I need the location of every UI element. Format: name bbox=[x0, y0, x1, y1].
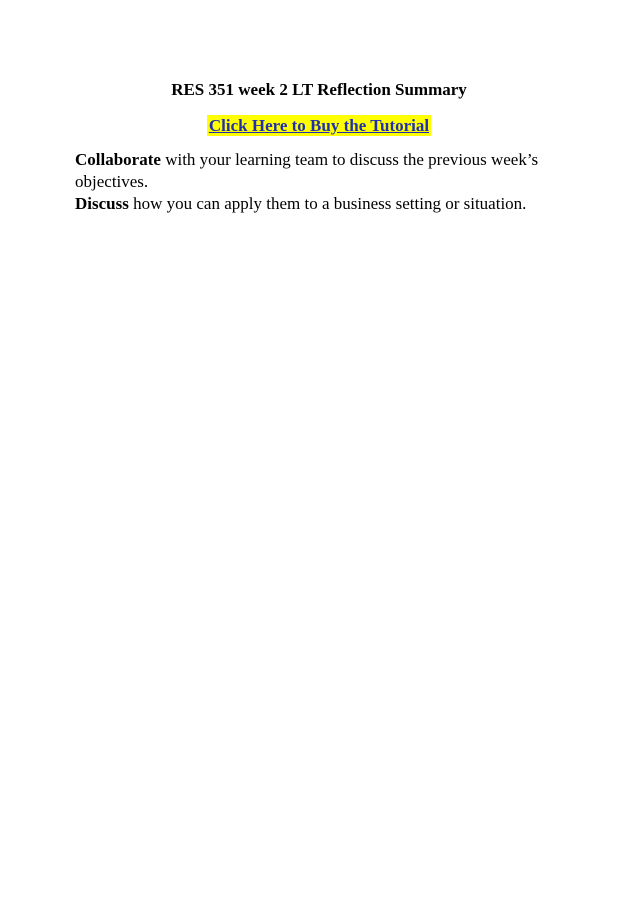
tutorial-link-line bbox=[0, 115, 638, 138]
paragraph-lead-discuss: Discuss bbox=[75, 194, 129, 213]
buy-tutorial-link[interactable]: Click Here to Buy the Tutorial bbox=[208, 116, 430, 135]
paragraph-lead-collaborate: Collaborate bbox=[75, 150, 161, 169]
paragraph-rest-collaborate: with your learning team to discuss the previous week’s objectives. bbox=[75, 150, 539, 191]
document-title: RES 351 week 2 LT Reflection Summary bbox=[171, 80, 467, 99]
body-text bbox=[75, 149, 565, 215]
paragraph-discuss bbox=[75, 193, 565, 215]
paragraph-collaborate bbox=[75, 149, 565, 193]
paragraph-rest-discuss: how you can apply them to a business setting or situation. bbox=[128, 194, 527, 213]
